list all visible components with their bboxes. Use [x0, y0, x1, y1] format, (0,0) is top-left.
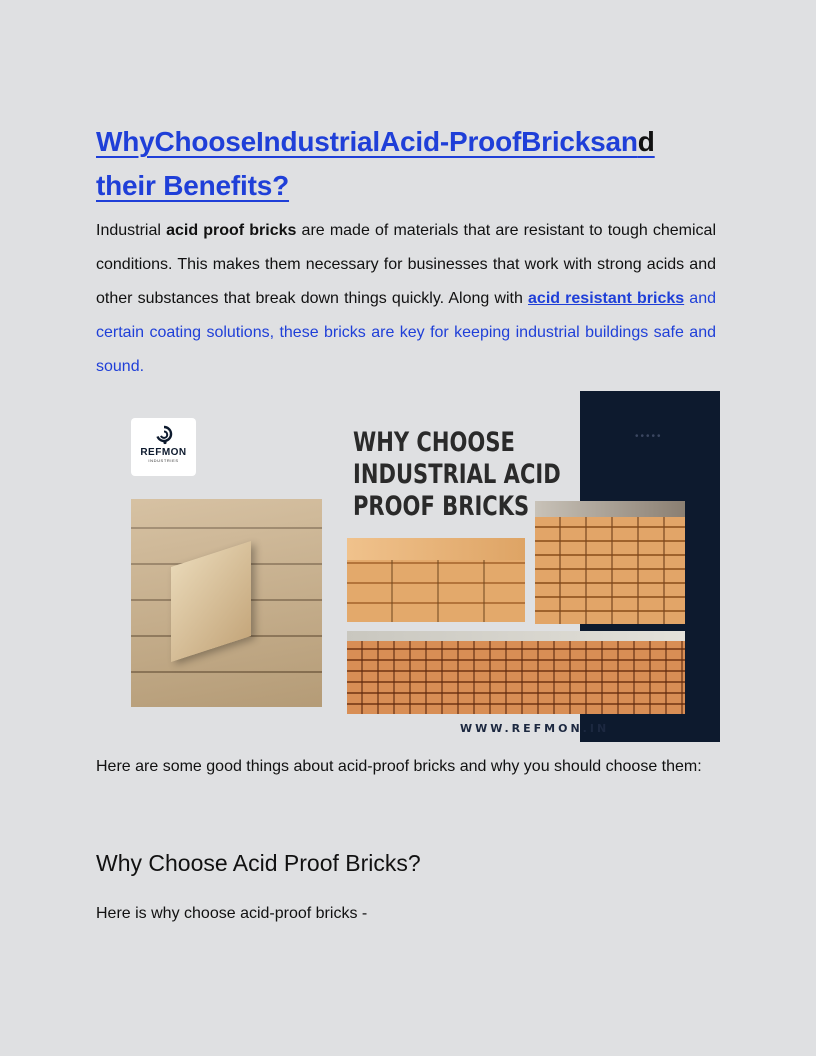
banner-image	[130, 391, 720, 742]
banner-dots: •••••	[635, 431, 663, 442]
brick-photo-single	[131, 499, 322, 707]
logo-name: REFMON	[140, 447, 187, 458]
page-title[interactable]	[96, 120, 716, 208]
headline-line-1: WHY CHOOSE	[353, 427, 515, 458]
brick-photo-yard	[347, 631, 685, 714]
document-page	[96, 120, 716, 384]
banner-url: WWW.REFMON.IN	[460, 722, 610, 735]
refmon-logo-icon	[153, 424, 175, 446]
brick-photo-pallet	[535, 501, 685, 624]
paragraph-3: Here is why choose acid-proof bricks -	[96, 905, 368, 922]
intro-pre: Industrial	[96, 222, 167, 239]
section-heading: Why Choose Acid Proof Bricks?	[96, 850, 421, 876]
title-part-1: WhyChooseIndustrialAcid-ProofBricksan	[96, 126, 638, 157]
intro-paragraph	[96, 214, 716, 384]
intro-bold: acid proof bricks	[166, 222, 297, 239]
refmon-logo	[131, 418, 196, 476]
paragraph-2: Here are some good things about acid-proof bricks and why you should choose them:	[96, 758, 702, 775]
acid-resistant-bricks-link[interactable]: acid resistant bricks	[528, 290, 685, 307]
brick-photo-stack	[347, 538, 525, 622]
intro-mid: are made of materials that are resistant to tough chemical conditions. This makes them necessary for businesses that work with strong acids and other substances that break down things quickly. Along with	[96, 222, 717, 307]
headline-line-2: INDUSTRIAL ACID	[353, 459, 561, 490]
banner-headline	[353, 427, 561, 523]
intro-post: and certain coating solutions, these bricks are key for keeping industrial buildings safe and sound.	[96, 290, 716, 375]
logo-subtitle: INDUSTRIES	[148, 458, 179, 463]
headline-line-3: PROOF BRICKS	[353, 491, 530, 522]
title-line-2: their Benefits?	[96, 170, 290, 201]
title-part-2: d	[637, 126, 655, 157]
